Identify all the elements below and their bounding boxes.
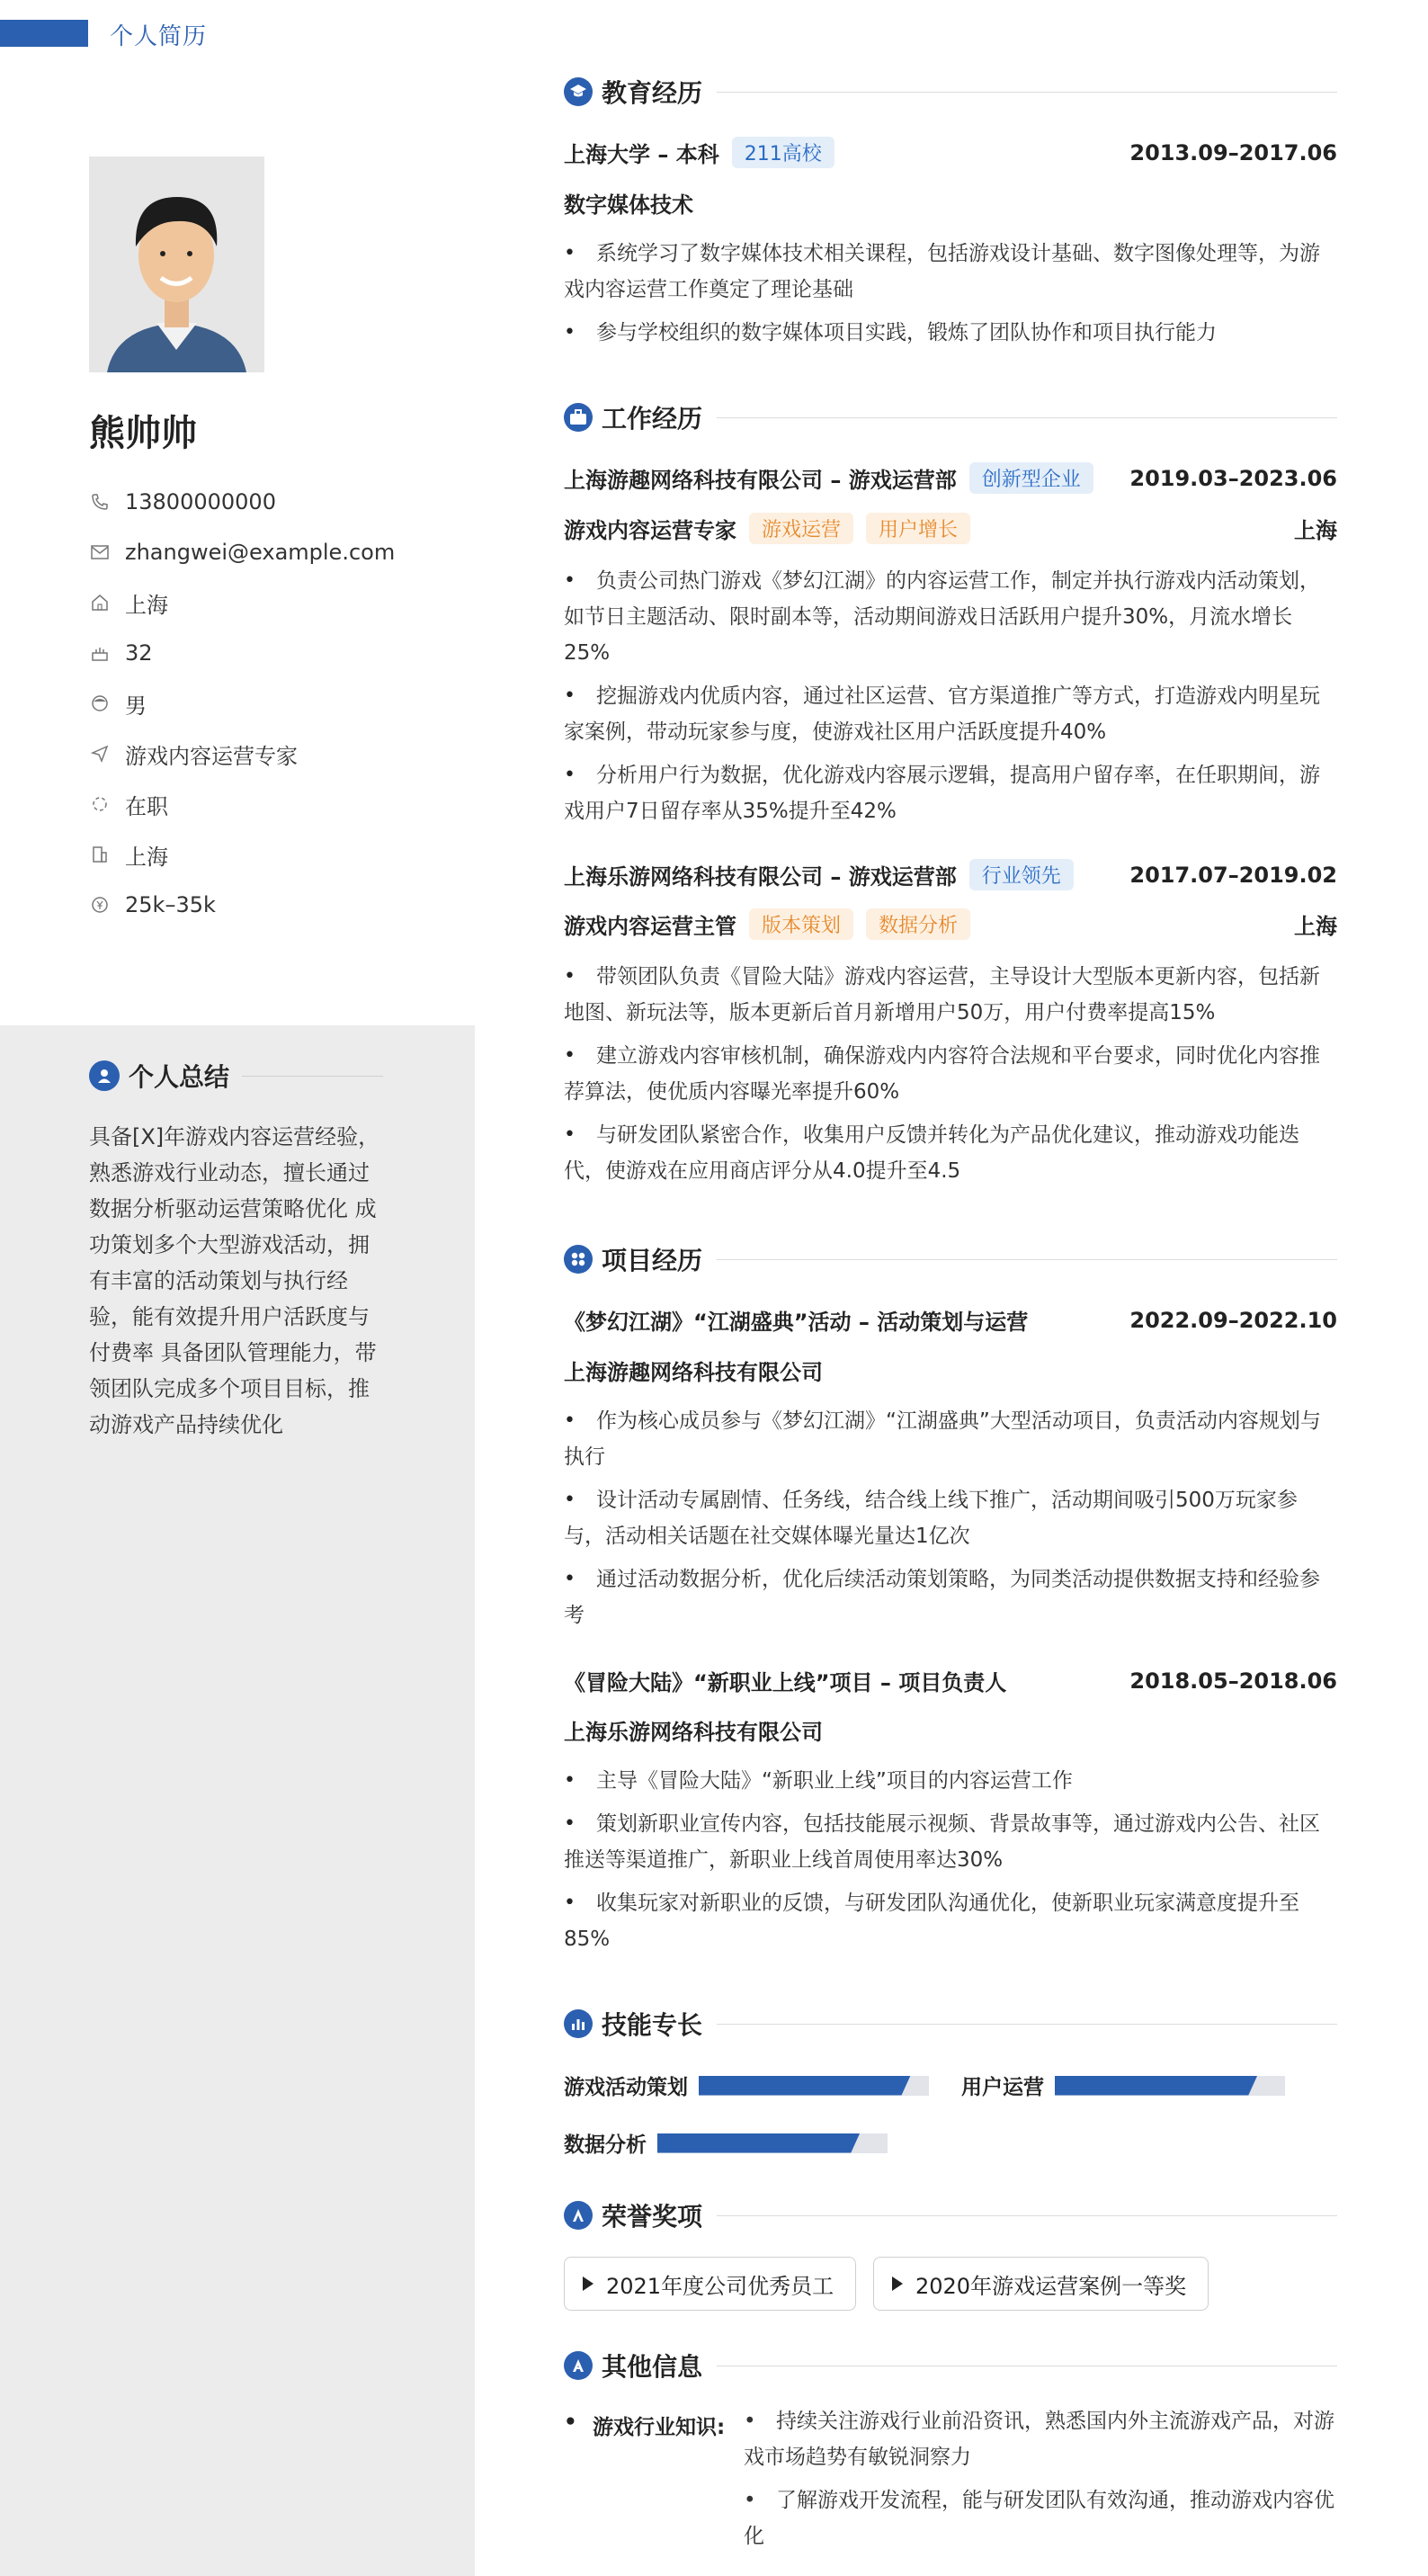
graduation-cap-icon <box>564 77 593 106</box>
job-2-bullets <box>564 959 1337 1196</box>
summary-title: 个人总结 <box>129 1062 230 1092</box>
yuan-icon <box>89 894 111 916</box>
education-divider <box>717 92 1337 93</box>
info-status <box>89 779 395 829</box>
gender-text: 男 <box>125 693 147 719</box>
project-name: 《冒险大陆》“新职业上线”项目 – 项目负责人 <box>564 1670 1007 1695</box>
role-tag: 数据分析 <box>866 908 970 940</box>
honors-divider <box>717 2215 1337 2216</box>
info-location <box>89 577 395 628</box>
job-1-bullets <box>564 563 1337 836</box>
building-icon <box>89 844 111 865</box>
project-date: 2022.09–2022.10 <box>1129 1307 1337 1333</box>
project-company: 上海游趣网络科技有限公司 <box>564 1360 823 1385</box>
projects-title: 项目经历 <box>602 1246 703 1275</box>
list-item: • 负责公司热门游戏《梦幻江湖》的内容运营工作，制定并执行游戏内活动策划，如节日主题活动、限时副本等，活动期间游戏日活跃用户提升30%，月流水增长25% <box>564 563 1337 671</box>
letter-a-icon <box>564 2351 593 2380</box>
skill-bar-fill <box>1055 2076 1257 2096</box>
other-label <box>564 2411 725 2440</box>
job-1-company-row <box>564 462 1337 494</box>
project-1-bullets <box>564 1403 1337 1641</box>
info-target-city <box>89 829 395 880</box>
list-item: • 作为核心成员参与《梦幻江湖》“江湖盛典”大型活动项目，负责活动内容规划与执行 <box>564 1403 1337 1475</box>
other-label-text: 游戏行业知识: <box>593 2416 726 2439</box>
major-name: 数字媒体技术 <box>564 192 693 218</box>
list-item: • 收集玩家对新职业的反馈，与研发团队沟通优化，使新职业玩家满意度提升至85% <box>564 1885 1337 1957</box>
status-text: 在职 <box>125 793 168 819</box>
list-item: • 了解游戏开发流程，能与研发团队有效沟通，推动游戏内容优化 <box>744 2482 1337 2554</box>
info-email <box>89 527 395 577</box>
job-role: 游戏内容运营专家 <box>564 518 736 543</box>
skill-name: 用户运营 <box>961 2076 1044 2099</box>
list-item: • 参与学校组织的数字媒体项目实践，锻炼了团队协作和项目执行能力 <box>564 315 1337 351</box>
job-2-role-row <box>564 908 1337 940</box>
summary-divider <box>242 1076 383 1077</box>
mail-icon <box>89 541 111 563</box>
projects-divider <box>717 1259 1337 1260</box>
status-icon <box>89 793 111 815</box>
info-job-title <box>89 729 395 779</box>
info-gender <box>89 678 395 729</box>
email-text: zhangwei@example.com <box>125 540 396 565</box>
projects-header <box>564 1241 1337 1277</box>
page-title: 个人简历 <box>110 23 208 50</box>
list-item: • 建立游戏内容审核机制，确保游戏内内容符合法规和平台要求，同时优化内容推荐算法，使优质内容曝光率提升60% <box>564 1038 1337 1110</box>
age-text: 32 <box>125 640 153 666</box>
project-2-row <box>564 1665 1337 1696</box>
school-name: 上海大学 – 本科 <box>564 142 719 167</box>
honors-header <box>564 2197 1337 2233</box>
project-name: 《梦幻江湖》“江湖盛典”活动 – 活动策划与运营 <box>564 1310 1029 1335</box>
company-tag: 行业领先 <box>969 859 1074 890</box>
skill-item <box>564 2128 888 2158</box>
job-company: 上海乐游网络科技有限公司 – 游戏运营部 <box>564 864 957 890</box>
skill-bar-track <box>657 2133 888 2153</box>
project-2-company-row <box>564 1714 1337 1746</box>
other-header <box>564 2348 1337 2384</box>
honors-title: 荣誉奖项 <box>602 2202 703 2232</box>
list-item: • 与研发团队紧密合作，收集用户反馈并转化为产品优化建议，推动游戏功能迭代，使游戏在应用商店评分从4.0提升至4.5 <box>564 1117 1337 1189</box>
bar-chart-icon <box>564 2009 593 2038</box>
cake-icon <box>89 642 111 664</box>
list-item: • 带领团队负责《冒险大陆》游戏内容运营，主导设计大型版本更新内容，包括新地图、新玩法等，版本更新后首月新增用户50万，用户付费率提高15% <box>564 959 1337 1031</box>
contact-info-list <box>89 477 395 930</box>
list-item: • 持续关注游戏行业前沿资讯，熟悉国内外主流游戏产品，对游戏市场趋势有敏锐洞察力 <box>744 2403 1337 2475</box>
award-icon <box>564 2201 593 2230</box>
home-icon <box>89 592 111 613</box>
project-1-row <box>564 1304 1337 1336</box>
skill-name: 游戏活动策划 <box>564 2076 688 2099</box>
list-item: • 挖掘游戏内优质内容，通过社区运营、官方渠道推广等方式，打造游戏内明星玩家案例，带动玩家参与度，使游戏社区用户活跃度提升40% <box>564 678 1337 750</box>
skill-bar-track <box>699 2076 929 2096</box>
play-icon <box>892 2276 903 2291</box>
face-icon <box>89 693 111 714</box>
other-title: 其他信息 <box>602 2352 703 2382</box>
left-column <box>0 0 475 2576</box>
list-item: • 分析用户行为数据，优化游戏内容展示逻辑，提高用户留存率，在任职期间，游戏用户7日留存率从35%提升至42% <box>564 757 1337 829</box>
phone-icon <box>89 491 111 513</box>
honor-text: 2021年度公司优秀员工 <box>606 2273 834 2299</box>
list-item: • 系统学习了数字媒体技术相关课程，包括游戏设计基础、数字图像处理等，为游戏内容运营工作奠定了理论基础 <box>564 236 1337 308</box>
play-icon <box>583 2276 594 2291</box>
salary-text: 25k–35k <box>125 892 216 917</box>
project-1-company-row <box>564 1355 1337 1386</box>
job-city: 上海 <box>1294 914 1337 939</box>
skill-bar-track <box>1055 2076 1285 2096</box>
education-title: 教育经历 <box>602 78 703 108</box>
work-header <box>564 399 1337 435</box>
skills-divider <box>717 2024 1337 2025</box>
education-bullets <box>564 236 1337 358</box>
job-role: 游戏内容运营主管 <box>564 914 736 939</box>
summary-header <box>89 1058 383 1094</box>
project-2-bullets <box>564 1763 1337 1964</box>
job-2-company-row <box>564 859 1337 890</box>
skill-bar-fill <box>657 2133 860 2153</box>
company-tag: 创新型企业 <box>969 462 1093 494</box>
job-city: 上海 <box>1294 518 1337 543</box>
list-item: • 策划新职业宣传内容，包括技能展示视频、背景故事等，通过游戏内公告、社区推送等渠道推广，新职业上线首周使用率达30% <box>564 1806 1337 1878</box>
job-title-text: 游戏内容运营专家 <box>125 743 298 769</box>
avatar-photo <box>89 157 264 372</box>
briefcase-icon <box>564 403 593 432</box>
education-header <box>564 74 1337 110</box>
role-tag: 用户增长 <box>866 513 970 544</box>
candidate-name: 熊帅帅 <box>89 413 197 454</box>
info-age <box>89 628 395 678</box>
list-item: • 设计活动专属剧情、任务线，结合线上线下推广，活动期间吸引500万玩家参与，活动相关话题在社交媒体曝光量达1亿次 <box>564 1482 1337 1554</box>
honor-badge <box>873 2257 1209 2311</box>
job-date: 2017.07–2019.02 <box>1129 862 1337 888</box>
role-tag: 版本策划 <box>749 908 853 940</box>
honor-text: 2020年游戏运营案例一等奖 <box>915 2273 1187 2299</box>
target-city-text: 上海 <box>125 844 168 870</box>
summary-text: 具备[X]年游戏内容运营经验，熟悉游戏行业动态，擅长通过数据分析驱动运营策略优化 成功策划多个大型游戏活动，拥有丰富的活动策划与执行经验，能有效提升用户活跃度与付费率 具备团队管理能力，带领团队完成多个项目目标，推动游戏产品持续优化 <box>89 1124 380 1437</box>
education-row <box>564 137 1337 168</box>
school-tag: 211高校 <box>732 137 834 168</box>
info-salary <box>89 880 395 930</box>
skills-header <box>564 2006 1337 2042</box>
skills-title: 技能专长 <box>602 2010 703 2040</box>
job-1-role-row <box>564 513 1337 544</box>
skill-item <box>961 2071 1285 2100</box>
list-item: • 通过活动数据分析，优化后续活动策划策略，为同类活动提供数据支持和经验参考 <box>564 1561 1337 1633</box>
avatar <box>89 157 264 372</box>
work-divider <box>717 417 1337 418</box>
location-text: 上海 <box>125 592 168 618</box>
phone-text: 13800000000 <box>125 489 276 514</box>
info-phone <box>89 477 395 527</box>
role-tag: 游戏运营 <box>749 513 853 544</box>
honor-badge <box>564 2257 856 2311</box>
job-company: 上海游趣网络科技有限公司 – 游戏运营部 <box>564 468 957 493</box>
skill-bar-fill <box>699 2076 911 2096</box>
send-icon <box>89 743 111 765</box>
work-title: 工作经历 <box>602 404 703 434</box>
project-company: 上海乐游网络科技有限公司 <box>564 1720 823 1745</box>
list-item: • 主导《冒险大陆》“新职业上线”项目的内容运营工作 <box>564 1763 1337 1799</box>
other-bullets <box>744 2403 1337 2562</box>
skill-name: 数据分析 <box>564 2133 647 2157</box>
job-date: 2019.03–2023.06 <box>1129 465 1337 491</box>
skill-item <box>564 2071 929 2100</box>
project-date: 2018.05–2018.06 <box>1129 1668 1337 1694</box>
major-row <box>564 187 1337 219</box>
education-date: 2013.09–2017.06 <box>1129 139 1337 165</box>
grid-icon <box>564 1245 593 1274</box>
user-icon <box>89 1060 120 1091</box>
